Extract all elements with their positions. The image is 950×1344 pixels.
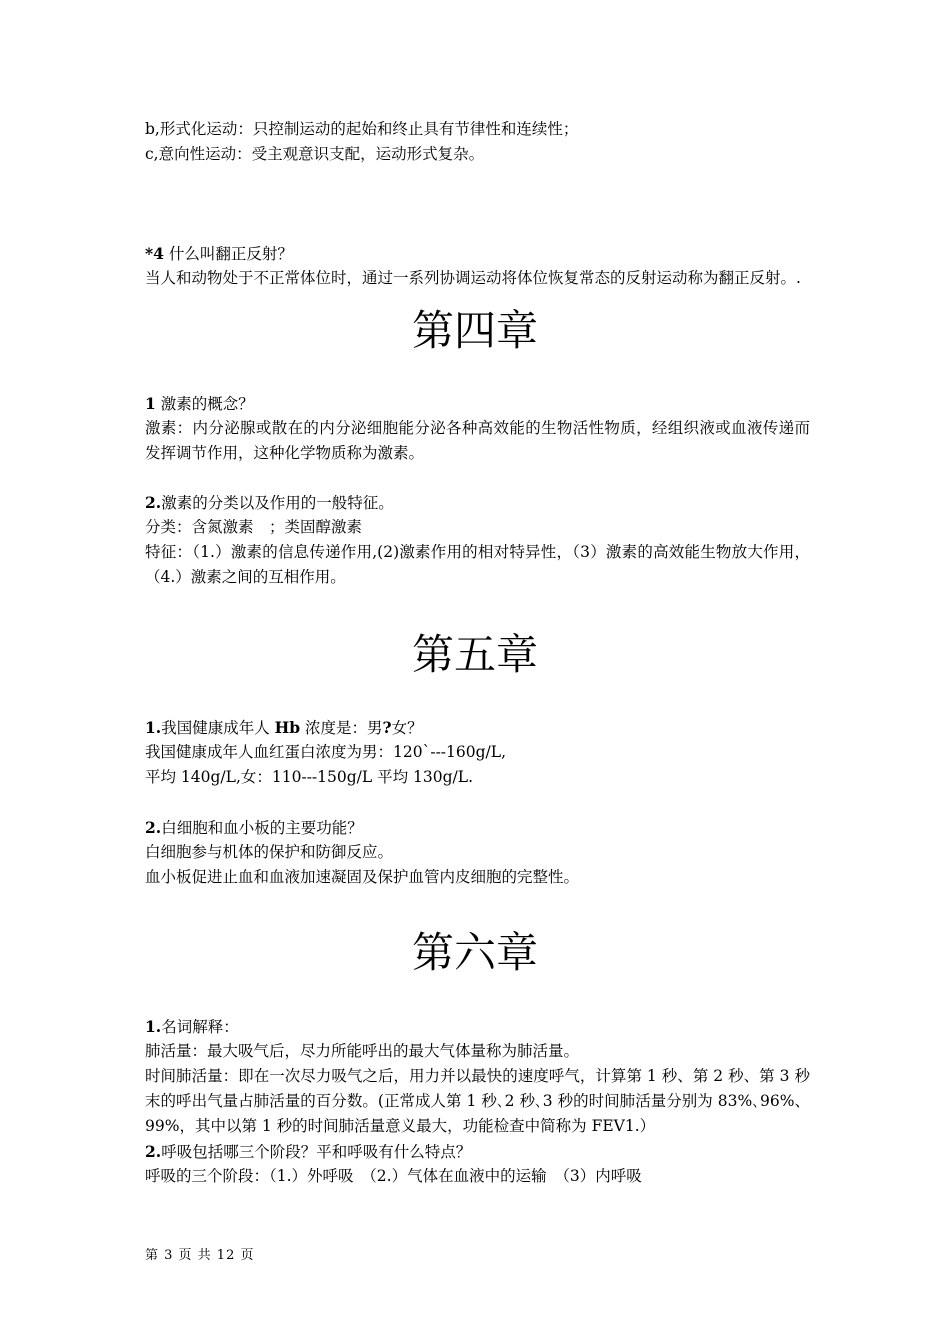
question-title-part: 女？ (391, 719, 423, 737)
question-title: 激素的分类以及作用的一般特征。 (161, 494, 394, 512)
question-title: 名词解释： (161, 1018, 239, 1036)
question-number: *4 (145, 244, 164, 263)
chapter-heading-6: 第六章 (411, 928, 538, 977)
question-number: 2. (145, 493, 162, 512)
question-wbc-platelet (145, 815, 810, 841)
question-title: 呼吸包括哪三个阶段？平和呼吸有什么特点？ (161, 1143, 472, 1161)
question-respiration-stages (145, 1139, 810, 1165)
chapter-heading-4: 第四章 (411, 306, 538, 355)
question-title: 白细胞和血小板的主要功能？ (161, 819, 363, 837)
answer-hb-female: 平均 140g/L,女：110---150g/L 平均 130g/L. (145, 768, 473, 786)
question-title-part: 我国健康成年人 (161, 719, 275, 737)
question-number: 1 (145, 394, 156, 413)
question-number: 2. (145, 818, 162, 837)
definition-vital-capacity: 肺活量：最大吸气后，尽力所能呼出的最大气体量称为肺活量。 (145, 1042, 580, 1060)
paragraph-intentional-movement: c,意向性运动：受主观意识支配，运动形式复杂。 (145, 145, 485, 163)
answer-wbc: 白细胞参与机体的保护和防御反应。 (145, 843, 394, 861)
question-title-mark: ? (382, 718, 392, 737)
question-title: 激素的概念？ (155, 395, 254, 413)
answer-hormone-concept: 激素：内分泌腺或散在的内分泌细胞能分泌各种高效能的生物活性物质，经组织液或血液传递而发挥调节作用，这种化学物质称为激素。 (145, 419, 810, 462)
question-hormone-concept (145, 391, 810, 417)
answer-hb-male: 我国健康成年人血红蛋白浓度为男：120`---160g/L, (145, 743, 506, 761)
answer-platelet: 血小板促进止血和血液加速凝固及保护血管内皮细胞的完整性。 (145, 868, 580, 886)
question-title: 什么叫翻正反射？ (163, 245, 293, 263)
chapter-heading-5: 第五章 (411, 630, 538, 679)
question-number: 1. (145, 1017, 162, 1036)
definition-timed-vital-capacity: 时间肺活量：即在一次尽力吸气之后，用力并以最快的速度呼气，计算第 1 秒、第 2 秒、第 3 秒末的呼出气量占肺活量的百分数。(正常成人第 1 秒､2 秒､3 秒的时间肺活量分别为 83%､96%、99%，其中以第 1 秒的时间肺活量意义最大，功能检查中简称为 FEV1.） (145, 1067, 810, 1135)
question-title-part: 浓度是：男 (300, 719, 383, 737)
question-number: 2. (145, 1142, 162, 1161)
question-terms (145, 1014, 810, 1040)
question-title-hb: Hb (274, 718, 301, 737)
question-hormone-classification (145, 490, 810, 516)
answer-hormone-features: 特征：（1.）激素的信息传递作用,(2)激素作用的相对特异性，（3）激素的高效能生物放大作用，（4.）激素之间的互相作用。 (145, 543, 810, 586)
answer-hormone-classes: 分类：含氮激素 ；类固醇激素 (145, 518, 363, 536)
question-hb-concentration (145, 715, 810, 741)
answer-respiration-stages: 呼吸的三个阶段：（1.）外呼吸 （2.）气体在血液中的运输 （3）内呼吸 (145, 1167, 642, 1185)
question-righting-reflex (145, 241, 810, 267)
paragraph-formal-movement: b,形式化运动：只控制运动的起始和终止具有节律性和连续性； (145, 120, 579, 138)
page-footer: 第 3 页 共 12 页 (145, 1248, 255, 1263)
question-number: 1. (145, 718, 162, 737)
answer-righting-reflex: 当人和动物处于不正常体位时，通过一系列协调运动将体位恢复常态的反射运动称为翻正反射。. (145, 269, 801, 287)
